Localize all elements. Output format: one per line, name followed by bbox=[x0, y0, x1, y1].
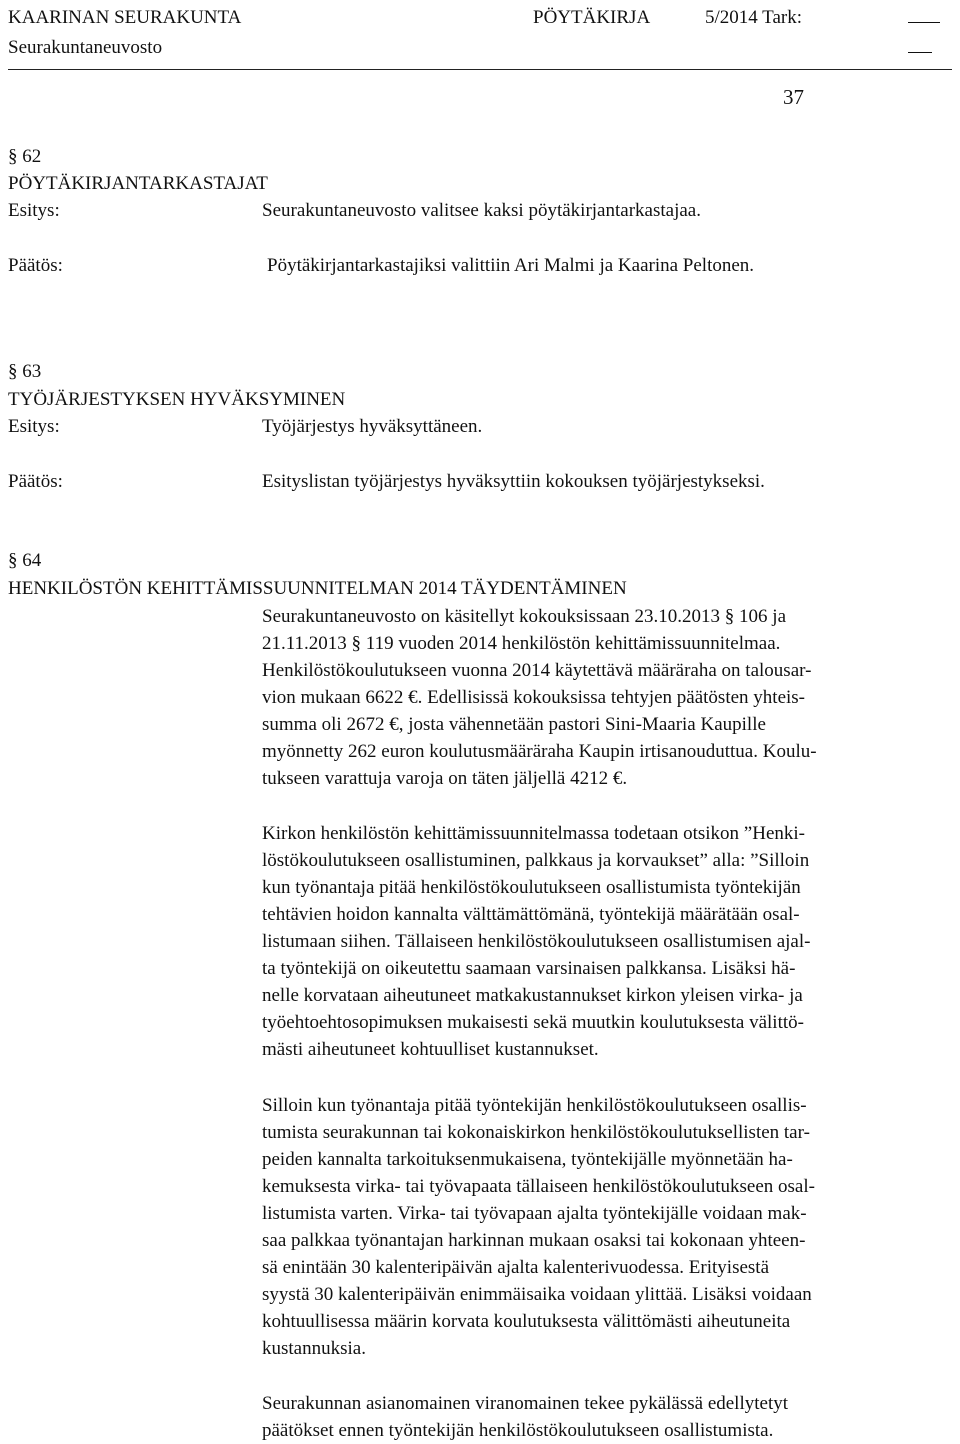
proposal-text-63: Työjärjestys hyväksyttäneen. bbox=[262, 416, 483, 437]
section-mark-63: § 63 bbox=[8, 361, 42, 382]
header-issue: 5/2014 Tark: bbox=[705, 7, 803, 28]
page-number: 37 bbox=[783, 85, 804, 109]
section-title-63: TYÖJÄRJESTYKSEN HYVÄKSYMINEN bbox=[8, 389, 346, 410]
header-body: Seurakuntaneuvosto bbox=[8, 37, 163, 58]
para2-line: mästi aiheutuneet kohtuulliset kustannukset. bbox=[262, 1039, 599, 1060]
header-doc-type: PÖYTÄKIRJA bbox=[533, 7, 651, 28]
para2-line: työehtoehtosopimuksen mukaisesti sekä muutkin koulutuksesta välittö- bbox=[262, 1012, 804, 1033]
proposal-label-63: Esitys: bbox=[8, 416, 60, 437]
intro-line: vion mukaan 6622 €. Edellisissä kokouksissa tehtyjen päätösten yhteis- bbox=[262, 687, 806, 708]
section-title-64: HENKILÖSTÖN KEHITTÄMISSUUNNITELMAN 2014 TÄYDENTÄMINEN bbox=[8, 578, 627, 599]
para3-line: syystä 30 kalenteripäivän enimmäisaika voidaan ylittää. Lisäksi voidaan bbox=[262, 1284, 812, 1305]
section-title-62: PÖYTÄKIRJANTARKASTAJAT bbox=[8, 173, 268, 194]
intro-line: Henkilöstökoulutukseen vuonna 2014 käytettävä määräraha on talousar- bbox=[262, 660, 812, 681]
para4-line: Seurakunnan asianomainen viranomainen tekee pykälässä edellytetyt bbox=[262, 1393, 789, 1414]
para3-line: tumista seurakunnan tai kokonaiskirkon henkilöstökoulutuksellisten tar- bbox=[262, 1122, 810, 1143]
para4-line: päätökset ennen työntekijän henkilöstökoulutukseen osallistumista. bbox=[262, 1420, 774, 1441]
intro-line: tukseen varattuja varoja on täten jäljellä 4212 €. bbox=[262, 768, 628, 789]
intro-line: Seurakuntaneuvosto on käsitellyt kokouksissaan 23.10.2013 § 106 ja bbox=[262, 606, 787, 627]
section-mark-62: § 62 bbox=[8, 146, 42, 167]
proposal-text-62: Seurakuntaneuvosto valitsee kaksi pöytäkirjantarkastajaa. bbox=[262, 200, 701, 221]
para3-line: sä enintään 30 kalenteripäivän ajalta kalenterivuodessa. Erityisestä bbox=[262, 1257, 769, 1278]
decision-text-63: Esityslistan työjärjestys hyväksyttiin kokouksen työjärjestykseksi. bbox=[262, 471, 765, 492]
para3-line: saa palkkaa työnantajan harkinnan mukaan osaksi tai kokonaan yhteen- bbox=[262, 1230, 806, 1251]
para2-line: Kirkon henkilöstön kehittämissuunnitelmassa todetaan otsikon ”Henki- bbox=[262, 823, 805, 844]
para3-line: peiden kannalta tarkoituksenmukaisena, työntekijälle myönnetään ha- bbox=[262, 1149, 793, 1170]
header-rule bbox=[8, 69, 952, 70]
para2-line: ta työntekijä on oikeutettu saamaan varsinaisen palkkansa. Lisäksi hä- bbox=[262, 958, 796, 979]
para2-line: löstökoulutukseen osallistuminen, palkkaus ja korvaukset” alla: ”Silloin bbox=[262, 850, 810, 871]
header-blank-line-1 bbox=[908, 4, 940, 31]
intro-line: summa oli 2672 €, josta vähennetään pastori Sini-Maaria Kaupille bbox=[262, 714, 766, 735]
para3-line: listumista varten. Virka- tai työvapaan ajalta työntekijälle voidaan mak- bbox=[262, 1203, 807, 1224]
para2-line: kun työnantaja pitää henkilöstökoulutukseen osallistumista työntekijän bbox=[262, 877, 801, 898]
header-blank-line-2 bbox=[908, 34, 932, 61]
decision-label-62: Päätös: bbox=[8, 255, 63, 276]
para3-line: kemuksesta virka- tai työvapaata tällaiseen henkilöstökoulutukseen osal- bbox=[262, 1176, 815, 1197]
intro-line: myönnetty 262 euron koulutusmääräraha Kaupin irtisanouduttua. Koulu- bbox=[262, 741, 817, 762]
intro-line: 21.11.2013 § 119 vuoden 2014 henkilöstön kehittämissuunnitelmaa. bbox=[262, 633, 781, 654]
para2-line: tehtävien hoidon kannalta välttämättömänä, työntekijä määrätään osal- bbox=[262, 904, 800, 925]
para2-line: listumaan siihen. Tällaiseen henkilöstökoulutukseen osallistumisen ajal- bbox=[262, 931, 811, 952]
section-mark-64: § 64 bbox=[8, 550, 42, 571]
header-org: KAARINAN SEURAKUNTA bbox=[8, 7, 242, 28]
proposal-label-62: Esitys: bbox=[8, 200, 60, 221]
para3-line: kohtuullisessa määrin korvata koulutuksesta välittömästi aiheutuneita bbox=[262, 1311, 791, 1332]
decision-label-63: Päätös: bbox=[8, 471, 63, 492]
para3-line: Silloin kun työnantaja pitää työntekijän henkilöstökoulutukseen osallis- bbox=[262, 1095, 807, 1116]
decision-text-62: Pöytäkirjantarkastajiksi valittiin Ari Malmi ja Kaarina Peltonen. bbox=[267, 255, 755, 276]
para2-line: nelle korvataan aiheutuneet matkakustannukset kirkon yleisen virka- ja bbox=[262, 985, 803, 1006]
para3-line: kustannuksia. bbox=[262, 1338, 366, 1359]
